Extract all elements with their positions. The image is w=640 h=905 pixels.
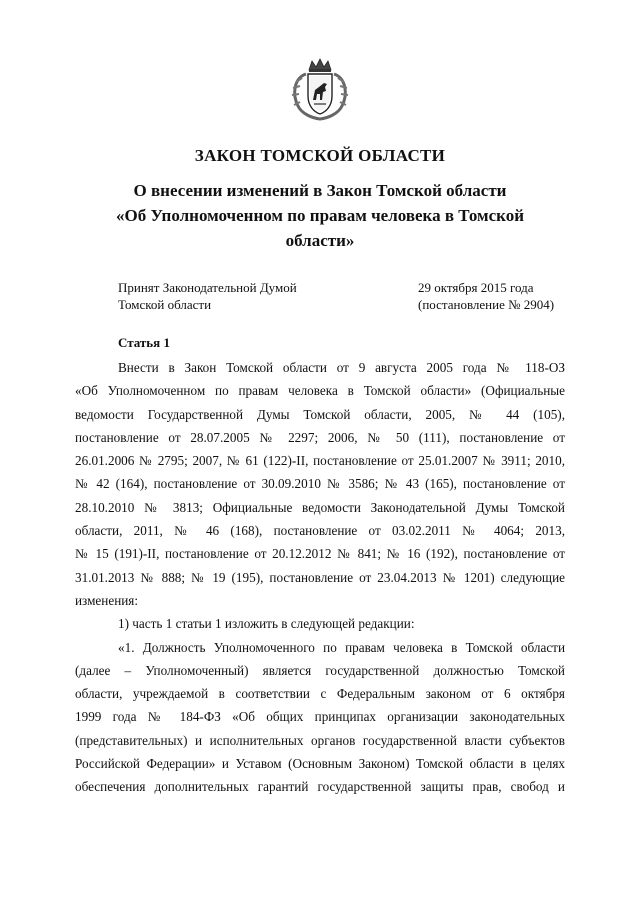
subtitle-line: «Об Уполномоченном по правам человека в Томской [115, 206, 525, 225]
body-line: постановление от 28.07.2005 № 2297; 2006, № 50 (111), постановление от [75, 429, 565, 445]
body-line: № 15 (191)-II, постановление от 20.12.2012 № 841; № 16 (192), постановление от [75, 546, 565, 562]
adopted-by-line: Томской области [118, 297, 212, 312]
body-line: области, 2011, № 46 (168), постановление от 03.02.2011 № 4064; 2013, [75, 523, 565, 539]
body-line: 1) часть 1 статьи 1 изложить в следующей редакции: [118, 616, 415, 632]
body-line: Российской Федерации» и Уставом (Основным Законом) Томской области в целях [75, 756, 565, 772]
adoption-date: 29 октября 2015 года [418, 280, 534, 295]
body-line: ведомости Государственной Думы Томской области, 2005, № 44 (105), [75, 406, 565, 422]
body-line: «Об Уполномоченном по правам человека в Томской области» (Официальные [75, 383, 565, 399]
body-line: изменения: [75, 592, 139, 608]
body-line: (представительных) и исполнительных органов государственной власти субъектов [75, 732, 565, 748]
law-subtitle [60, 178, 580, 253]
date-block [418, 279, 554, 313]
body-line: 26.01.2006 № 2795; 2007, № 61 (122)-II, постановление от 25.01.2007 № 3911; 2010, [75, 453, 565, 469]
adopted-by-line: Принят Законодательной Думой [118, 280, 297, 295]
body-line: обеспечения дополнительных гарантий государственной защиты прав, свобод и [75, 779, 565, 795]
body-line: 28.10.2010 № 3813; Официальные ведомости Законодательной Думы Томской [75, 499, 565, 515]
article-body [75, 356, 565, 799]
subtitle-line: области» [285, 231, 355, 250]
body-line: 1999 года № 184-ФЗ «Об общих принципах организации законодательных [75, 709, 565, 725]
body-line: № 42 (164), постановление от 30.09.2010 № 3586; № 43 (165), постановление от [75, 476, 565, 492]
body-line: «1. Должность Уполномоченного по правам человека в Томской области [118, 639, 565, 655]
body-line: Внести в Закон Томской области от 9 августа 2005 года № 118-ОЗ [118, 360, 565, 375]
adopted-by-block [118, 279, 297, 313]
coat-of-arms-icon [288, 56, 352, 122]
resolution-number: (постановление № 2904) [418, 297, 555, 312]
subtitle-line: О внесении изменений в Закон Томской области [133, 181, 507, 200]
body-line: 31.01.2013 № 888; № 19 (195), постановление от 23.04.2013 № 1201) следующие [75, 569, 565, 585]
body-line: (далее – Уполномоченный) является государственной должностью Томской [75, 662, 565, 678]
law-title: ЗАКОН ТОМСКОЙ ОБЛАСТИ [194, 146, 446, 165]
article-heading: Статья 1 [118, 335, 170, 350]
body-line: области, учреждаемой в соответствии с Федеральным законом от 6 октября [75, 686, 565, 702]
